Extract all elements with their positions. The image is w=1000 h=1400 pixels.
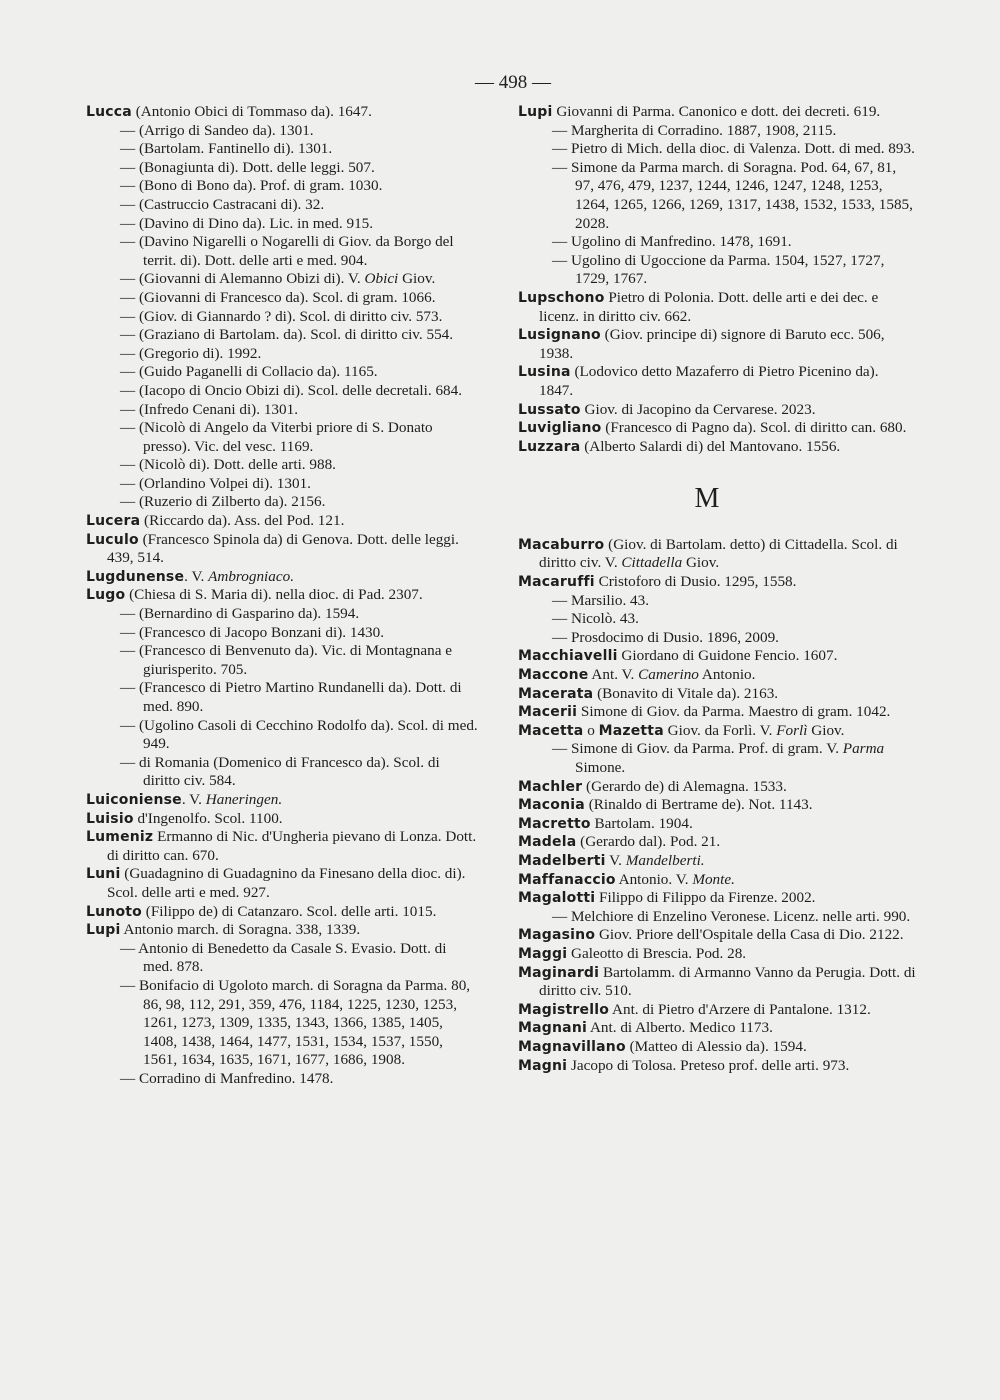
index-entry bbox=[86, 103, 478, 122]
entry-headword: Macchiavelli bbox=[518, 648, 618, 665]
index-entry bbox=[518, 419, 916, 438]
entry-headword: Magasino bbox=[518, 927, 596, 944]
subentry-text: — (Arrigo di Sandeo da). 1301. bbox=[120, 121, 314, 139]
index-entry bbox=[518, 796, 916, 815]
subentry-text: — Simone di Giov. da Parma. Prof. di gram. V. bbox=[552, 740, 843, 758]
subentry-text: — Prosdocimo di Dusio. 1896, 2009. bbox=[552, 628, 779, 646]
entry-text: Ant. V. bbox=[588, 666, 639, 684]
index-subentry bbox=[86, 977, 478, 1070]
entry-headword: Maffanaccio bbox=[518, 871, 616, 888]
entry-text: Giov. Priore dell'Ospitale della Casa di Dio. 2122. bbox=[595, 926, 904, 944]
index-subentry bbox=[518, 233, 916, 252]
entry-headword: Lunoto bbox=[86, 903, 142, 920]
entry-headword: Macaburro bbox=[518, 536, 605, 553]
cross-reference: Camerino bbox=[638, 666, 699, 684]
subentry-text: — (Iacopo di Oncio Obizi di). Scol. delle decretali. 684. bbox=[120, 381, 463, 399]
index-subentry bbox=[86, 642, 478, 679]
index-subentry bbox=[86, 493, 478, 512]
entry-text: Giordano di Guidone Fencio. 1607. bbox=[617, 647, 838, 665]
subentry-text: — (Gregorio di). 1992. bbox=[120, 344, 262, 362]
subentry-text: — (Giovanni di Alemanno Obizi di). V. bbox=[120, 270, 365, 288]
index-entry bbox=[518, 1038, 916, 1057]
entry-text: (Gerardo dal). Pod. 21. bbox=[576, 833, 721, 851]
entry-text: Filippo di Filippo da Firenze. 2002. bbox=[595, 889, 816, 907]
index-subentry bbox=[86, 401, 478, 420]
entry-headword: Luculo bbox=[86, 531, 139, 548]
subentry-text: — (Nicolò di Angelo da Viterbi priore di S. Donato presso). Vic. del vesc. 1169. bbox=[120, 419, 433, 455]
page-number: — 498 — bbox=[475, 72, 551, 93]
entry-text: Cristoforo di Dusio. 1295, 1558. bbox=[594, 573, 797, 591]
entry-headword: Maginardi bbox=[518, 964, 600, 981]
entry-text: (Filippo de) di Catanzaro. Scol. delle arti. 1015. bbox=[141, 902, 437, 920]
entry-text: Antonio march. di Soragna. 338, 1339. bbox=[120, 921, 361, 939]
index-entry bbox=[518, 647, 916, 666]
index-subentry bbox=[86, 233, 478, 270]
index-subentry bbox=[518, 629, 916, 648]
entry-text: Bartolam. 1904. bbox=[590, 814, 693, 832]
subentry-text: — (Bartolam. Fantinello di). 1301. bbox=[120, 140, 333, 158]
entry-text: (Giov. di Bartolam. detto) di Cittadella. Scol. di diritto civ. V. bbox=[539, 535, 898, 572]
cross-reference: Haneringen. bbox=[205, 790, 283, 808]
index-entry bbox=[518, 703, 916, 722]
entry-headword: Lugdunense bbox=[86, 568, 185, 585]
index-entry bbox=[518, 945, 916, 964]
entry-text: (Riccardo da). Ass. del Pod. 121. bbox=[140, 512, 345, 530]
entry-text: . V. bbox=[181, 790, 206, 808]
index-subentry bbox=[86, 1070, 478, 1089]
section-letter: M bbox=[694, 483, 720, 515]
index-subentry bbox=[86, 456, 478, 475]
entry-headword: Macetta bbox=[518, 722, 584, 739]
subentry-text: — (Francesco di Benvenuto da). Vic. di Montagnana e giurisperito. 705. bbox=[120, 642, 452, 678]
entry-headword: Lusignano bbox=[518, 327, 601, 344]
index-subentry bbox=[518, 252, 916, 289]
entry-headword: Lucera bbox=[86, 513, 141, 530]
subentry-text: — (Bonagiunta di). Dott. delle leggi. 507. bbox=[120, 158, 375, 176]
index-subentry bbox=[86, 717, 478, 754]
subentry-text: — (Orlandino Volpei di). 1301. bbox=[120, 474, 311, 492]
entry-text: V. bbox=[605, 851, 626, 869]
index-entry bbox=[518, 722, 916, 741]
entry-text: Galeotto di Brescia. Pod. 28. bbox=[567, 944, 747, 962]
entry-text: Simone. bbox=[575, 759, 626, 776]
entry-headword: Magnavillano bbox=[518, 1038, 626, 1055]
entry-text: (Lodovico detto Mazaferro di Pietro Picenino da). 1847. bbox=[539, 363, 879, 399]
index-entry bbox=[86, 531, 478, 568]
entry-headword: Magistrello bbox=[518, 1001, 610, 1018]
entry-headword: Magni bbox=[518, 1057, 568, 1074]
entry-text: Giov. di Jacopino da Cervarese. 2023. bbox=[580, 400, 816, 418]
index-subentry bbox=[86, 363, 478, 382]
cross-reference: Ambrogniaco. bbox=[208, 567, 294, 585]
index-subentry bbox=[518, 140, 916, 159]
entry-headword: Lupi bbox=[86, 922, 121, 939]
index-entry bbox=[518, 1019, 916, 1038]
subentry-text: — (Bono di Bono da). Prof. di gram. 1030. bbox=[120, 177, 383, 195]
entry-text: (Chiesa di S. Maria di). nella dioc. di Pad. 2307. bbox=[125, 586, 423, 604]
entry-text: (Bonavito di Vitale da). 2163. bbox=[593, 684, 779, 702]
subentry-text: — Ugolino di Ugoccione da Parma. 1504, 1527, 1727, 1729, 1767. bbox=[552, 251, 885, 288]
index-entry bbox=[518, 536, 916, 573]
index-subentry bbox=[86, 177, 478, 196]
entry-text: Ermanno di Nic. d'Ungheria pievano di Lonza. Dott. di diritto can. 670. bbox=[107, 828, 477, 864]
entry-headword: Luni bbox=[86, 866, 121, 883]
index-entry bbox=[518, 363, 916, 400]
entry-text: . V. bbox=[184, 567, 209, 585]
entry-headword: Macerii bbox=[518, 704, 578, 721]
entry-headword: Maccone bbox=[518, 667, 589, 684]
subentry-text: — (Graziano di Bartolam. da). Scol. di diritto civ. 554. bbox=[120, 326, 454, 344]
entry-headword: Lugo bbox=[86, 587, 126, 604]
entry-headword: Mazetta bbox=[598, 722, 664, 739]
entry-text: Simone di Giov. da Parma. Maestro di gram. 1042. bbox=[577, 703, 891, 721]
entry-text: Ant. di Alberto. Medico 1173. bbox=[586, 1019, 773, 1037]
index-subentry bbox=[518, 740, 916, 777]
entry-text: (Guadagnino di Guadagnino da Finesano della dioc. di). Scol. delle arti e med. 927. bbox=[107, 865, 466, 901]
index-subentry bbox=[86, 159, 478, 178]
index-entry bbox=[518, 778, 916, 797]
entry-text: (Francesco di Pagno da). Scol. di diritto can. 680. bbox=[601, 419, 907, 437]
index-subentry bbox=[518, 610, 916, 629]
subentry-text: — (Infredo Cenani di). 1301. bbox=[120, 400, 298, 418]
subentry-text: — (Davino di Dino da). Lic. in med. 915. bbox=[120, 214, 374, 232]
entry-headword: Madela bbox=[518, 834, 577, 851]
left-column bbox=[86, 103, 478, 1088]
subentry-text: — Bonifacio di Ugoloto march. di Soragna da Parma. 80, 86, 98, 112, 291, 359, 476, 1184, 1225, 1230, 1253, 1261, 1273, 1309, 1335, 1343, 1366, 1385, 1405, 1408, 1438, 1464, 1477, 1531, 1534, 1537, 1550, 1561, 1634, 1635, 1671, 1677, 1686, 1908. bbox=[120, 976, 471, 1069]
entry-text: (Antonio Obici di Tommaso da). 1647. bbox=[131, 103, 372, 120]
entry-text: (Rinaldo di Bertrame de). Not. 1143. bbox=[584, 796, 813, 814]
subentry-text: — (Francesco di Pietro Martino Rundanelli da). Dott. di med. 890. bbox=[120, 679, 462, 715]
index-entry bbox=[518, 685, 916, 704]
entry-text: Antonio. V. bbox=[615, 870, 693, 888]
index-subentry bbox=[86, 308, 478, 327]
index-entry bbox=[518, 889, 916, 908]
index-entry bbox=[518, 289, 916, 326]
entry-headword: Luzzara bbox=[518, 438, 581, 455]
index-entry bbox=[518, 1001, 916, 1020]
index-entry bbox=[518, 438, 916, 457]
index-entry bbox=[518, 815, 916, 834]
entry-headword: Maggi bbox=[518, 945, 568, 962]
index-entry bbox=[518, 871, 916, 890]
index-subentry bbox=[86, 215, 478, 234]
entry-text: Ant. di Pietro d'Arzere di Pantalone. 1312. bbox=[609, 1000, 871, 1018]
subentry-text: — (Castruccio Castracani di). 32. bbox=[120, 195, 325, 213]
entry-headword: Luvigliano bbox=[518, 420, 602, 437]
entry-headword: Machler bbox=[518, 778, 583, 795]
subentry-text: — Simone da Parma march. di Soragna. Pod. 64, 67, 81, 97, 476, 479, 1237, 1244, 1246, 1247, 1248, 1253, 1264, 1265, 1266, 1269, 1317, 1438, 1532, 1533, 1585, 2028. bbox=[552, 158, 913, 232]
subentry-text: — (Guido Paganelli di Collacio da). 1165. bbox=[120, 363, 378, 381]
index-entry bbox=[518, 103, 916, 122]
index-entry bbox=[86, 586, 478, 605]
entry-headword: Lussato bbox=[518, 401, 581, 418]
right-column-top-entries bbox=[518, 103, 916, 456]
cross-reference: Parma bbox=[842, 740, 885, 758]
index-entry bbox=[86, 921, 478, 940]
index-subentry bbox=[518, 592, 916, 611]
index-entry bbox=[86, 791, 478, 810]
index-entry bbox=[518, 326, 916, 363]
index-subentry bbox=[86, 122, 478, 141]
index-subentry bbox=[86, 140, 478, 159]
index-subentry bbox=[86, 940, 478, 977]
entry-text: (Alberto Salardi di) del Mantovano. 1556. bbox=[580, 437, 841, 455]
entry-headword: Maconia bbox=[518, 797, 585, 814]
subentry-text: — (Giov. di Giannardo ? di). Scol. di diritto civ. 573. bbox=[120, 307, 443, 325]
subentry-text: — (Nicolò di). Dott. delle arti. 988. bbox=[120, 456, 336, 474]
entry-text: (Francesco Spinola da) di Genova. Dott. delle leggi. 439, 514. bbox=[107, 530, 459, 567]
subentry-text: — (Ugolino Casoli di Cecchino Rodolfo da). Scol. di med. 949. bbox=[120, 716, 478, 753]
index-entry bbox=[86, 810, 478, 829]
index-entry bbox=[518, 964, 916, 1001]
cross-reference: Obici bbox=[364, 270, 399, 288]
subentry-text: — Nicolò. 43. bbox=[552, 610, 639, 628]
entry-headword: Luiconiense bbox=[86, 791, 182, 808]
index-subentry bbox=[86, 754, 478, 791]
index-entry bbox=[86, 903, 478, 922]
right-column-bottom-entries bbox=[518, 536, 916, 1075]
entry-headword: Magalotti bbox=[518, 890, 596, 907]
entry-text: Giov. bbox=[682, 554, 720, 572]
index-entry bbox=[86, 512, 478, 531]
subentry-text: — Antonio di Benedetto da Casale S. Evasio. Dott. di med. 878. bbox=[120, 939, 447, 976]
subentry-text: — Melchiore di Enzelino Veronese. Licenz. nelle arti. 990. bbox=[552, 907, 911, 925]
entry-text: Giovanni di Parma. Canonico e dott. dei decreti. 619. bbox=[552, 103, 881, 120]
entry-text: (Gerardo de) di Alemagna. 1533. bbox=[582, 777, 787, 795]
entry-text: Giov. bbox=[398, 270, 436, 288]
index-subentry bbox=[518, 908, 916, 927]
cross-reference: Mandelberti. bbox=[625, 851, 705, 869]
index-subentry bbox=[86, 605, 478, 624]
cross-reference: Forlì bbox=[776, 721, 808, 739]
subentry-text: — (Bernardino di Gasparino da). 1594. bbox=[120, 605, 360, 623]
entry-text: Pietro di Polonia. Dott. delle arti e dei dec. e licenz. in diritto civ. 662. bbox=[539, 288, 879, 325]
subentry-text: — (Giovanni di Francesco da). Scol. di gram. 1066. bbox=[120, 288, 436, 306]
subentry-text: — (Francesco di Jacopo Bonzani di). 1430. bbox=[120, 623, 385, 641]
entry-text: Antonio. bbox=[698, 666, 756, 684]
index-subentry bbox=[86, 196, 478, 215]
index-subentry bbox=[86, 624, 478, 643]
index-entry bbox=[86, 865, 478, 902]
subentry-text: — di Romania (Domenico di Francesco da). Scol. di diritto civ. 584. bbox=[120, 753, 440, 790]
cross-reference: Monte. bbox=[692, 870, 735, 888]
index-subentry bbox=[86, 419, 478, 456]
entry-headword: Madelberti bbox=[518, 852, 606, 869]
entry-headword: Macretto bbox=[518, 815, 591, 832]
entry-text: (Matteo di Alessio da). 1594. bbox=[625, 1037, 807, 1055]
index-entry bbox=[518, 852, 916, 871]
entry-headword: Luisio bbox=[86, 810, 134, 827]
index-entry bbox=[518, 573, 916, 592]
entry-headword: Lupi bbox=[518, 104, 553, 120]
index-entry bbox=[518, 833, 916, 852]
entry-text: o bbox=[583, 721, 599, 739]
index-subentry bbox=[86, 679, 478, 716]
entry-text: (Giov. principe di) signore di Baruto ecc. 506, 1938. bbox=[539, 326, 885, 362]
cross-reference: Cittadella bbox=[621, 554, 683, 572]
entry-text: Bartolamm. di Armanno Vanno da Perugia. Dott. di diritto civ. 510. bbox=[539, 963, 916, 1000]
entry-text: Jacopo di Tolosa. Preteso prof. delle arti. 973. bbox=[567, 1056, 850, 1074]
index-entry bbox=[518, 401, 916, 420]
index-subentry bbox=[86, 289, 478, 308]
subentry-text: — Ugolino di Manfredino. 1478, 1691. bbox=[552, 233, 792, 251]
index-entry bbox=[518, 1057, 916, 1076]
index-subentry bbox=[86, 326, 478, 345]
subentry-text: — (Davino Nigarelli o Nogarelli di Giov. da Borgo del territ. di). Dott. delle arti e med. 904. bbox=[120, 233, 454, 269]
entry-text: d'Ingenolfo. Scol. 1100. bbox=[133, 809, 283, 827]
index-entry bbox=[86, 828, 478, 865]
entry-text: Giov. da Forlì. V. bbox=[663, 721, 777, 739]
entry-headword: Magnani bbox=[518, 1020, 587, 1037]
subentry-text: — Pietro di Mich. della dioc. di Valenza. Dott. di med. 893. bbox=[552, 140, 915, 158]
entry-headword: Macerata bbox=[518, 685, 594, 702]
entry-headword: Macaruffi bbox=[518, 574, 595, 591]
index-entry bbox=[518, 666, 916, 685]
subentry-text: — Marsilio. 43. bbox=[552, 591, 650, 609]
subentry-text: — Margherita di Corradino. 1887, 1908, 2115. bbox=[552, 121, 837, 139]
index-subentry bbox=[86, 345, 478, 364]
index-subentry bbox=[518, 122, 916, 141]
entry-headword: Lumeniz bbox=[86, 829, 154, 846]
entry-text: Giov. bbox=[807, 721, 845, 739]
subentry-text: — (Ruzerio di Zilberto da). 2156. bbox=[120, 493, 326, 511]
entry-headword: Lusina bbox=[518, 364, 571, 381]
entry-headword: Lupschono bbox=[518, 289, 605, 306]
index-subentry bbox=[86, 382, 478, 401]
subentry-text: — Corradino di Manfredino. 1478. bbox=[120, 1069, 334, 1087]
index-entry bbox=[518, 926, 916, 945]
index-entry bbox=[86, 568, 478, 587]
index-subentry bbox=[86, 475, 478, 494]
index-subentry bbox=[86, 270, 478, 289]
entry-headword: Lucca bbox=[86, 104, 132, 120]
index-subentry bbox=[518, 159, 916, 233]
right-column bbox=[518, 103, 916, 1075]
